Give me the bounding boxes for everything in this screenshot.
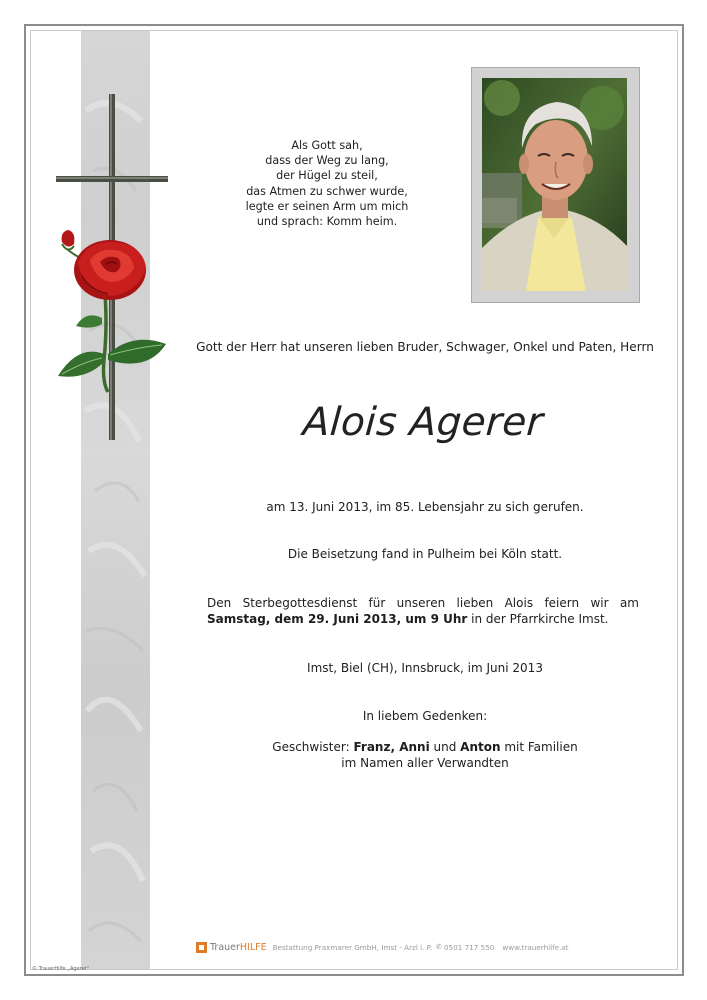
trauerhilfe-logo-icon bbox=[196, 942, 207, 953]
mourners-suffix: mit Familien bbox=[500, 740, 578, 754]
mourners-and: und bbox=[429, 740, 461, 754]
cross-with-rose-icon bbox=[38, 92, 178, 442]
poem-line: und sprach: Komm heim. bbox=[256, 215, 398, 229]
mourner-names-2: Anton bbox=[460, 740, 501, 754]
footer-phone: 0501 717 550 bbox=[444, 942, 495, 952]
phone-icon: ✆ bbox=[436, 943, 443, 951]
poem-line: der Hügel zu steil, bbox=[276, 169, 378, 183]
mourners-line1 bbox=[195, 739, 655, 755]
intro-text: Gott der Herr hat unseren lieben Bruder, Schwager, Onkel und Paten, Herrn bbox=[196, 340, 654, 354]
poem-line: das Atmen zu schwer wurde, bbox=[246, 184, 408, 198]
poem-line: legte er seinen Arm um mich bbox=[245, 199, 409, 213]
copyright-note: © TrauerHilfe „Agerer" bbox=[32, 966, 90, 972]
service-text-part1: Den Sterbegottesdienst für unseren lieben Alois feiern wir am bbox=[207, 596, 639, 610]
mourner-names-1: Franz, Anni bbox=[353, 740, 430, 754]
footer bbox=[196, 940, 569, 954]
burial-line: Die Beisetzung fand in Pulheim bei Köln statt. bbox=[287, 547, 563, 561]
logo-text-part2: HILFE bbox=[239, 941, 267, 953]
mourners-line2: im Namen aller Verwandten bbox=[341, 756, 509, 770]
service-date: Samstag, dem 29. Juni 2013, um 9 Uhr bbox=[207, 612, 468, 626]
logo-text-part1: Trauer bbox=[210, 941, 240, 953]
mourners bbox=[195, 739, 655, 771]
mourners-prefix: Geschwister: bbox=[272, 740, 354, 754]
poem bbox=[232, 138, 422, 229]
portrait-photo bbox=[482, 78, 627, 291]
service-text bbox=[207, 595, 639, 627]
place-date: Imst, Biel (CH), Innsbruck, im Juni 2013 bbox=[307, 661, 543, 675]
poem-line: Als Gott sah, bbox=[291, 139, 363, 152]
in-memory: In liebem Gedenken: bbox=[362, 709, 488, 723]
death-line: am 13. Juni 2013, im 85. Lebensjahr zu sich gerufen. bbox=[266, 500, 584, 514]
footer-company: Bestattung Praxmarer GmbH, Imst - Arzl i. P. bbox=[272, 942, 433, 952]
poem-line: dass der Weg zu lang, bbox=[265, 154, 389, 168]
deceased-name: Alois Agerer bbox=[301, 400, 545, 445]
service-text-part2: in der Pfarrkirche Imst. bbox=[467, 612, 609, 626]
footer-website[interactable]: www.trauerhilfe.at bbox=[502, 942, 569, 952]
